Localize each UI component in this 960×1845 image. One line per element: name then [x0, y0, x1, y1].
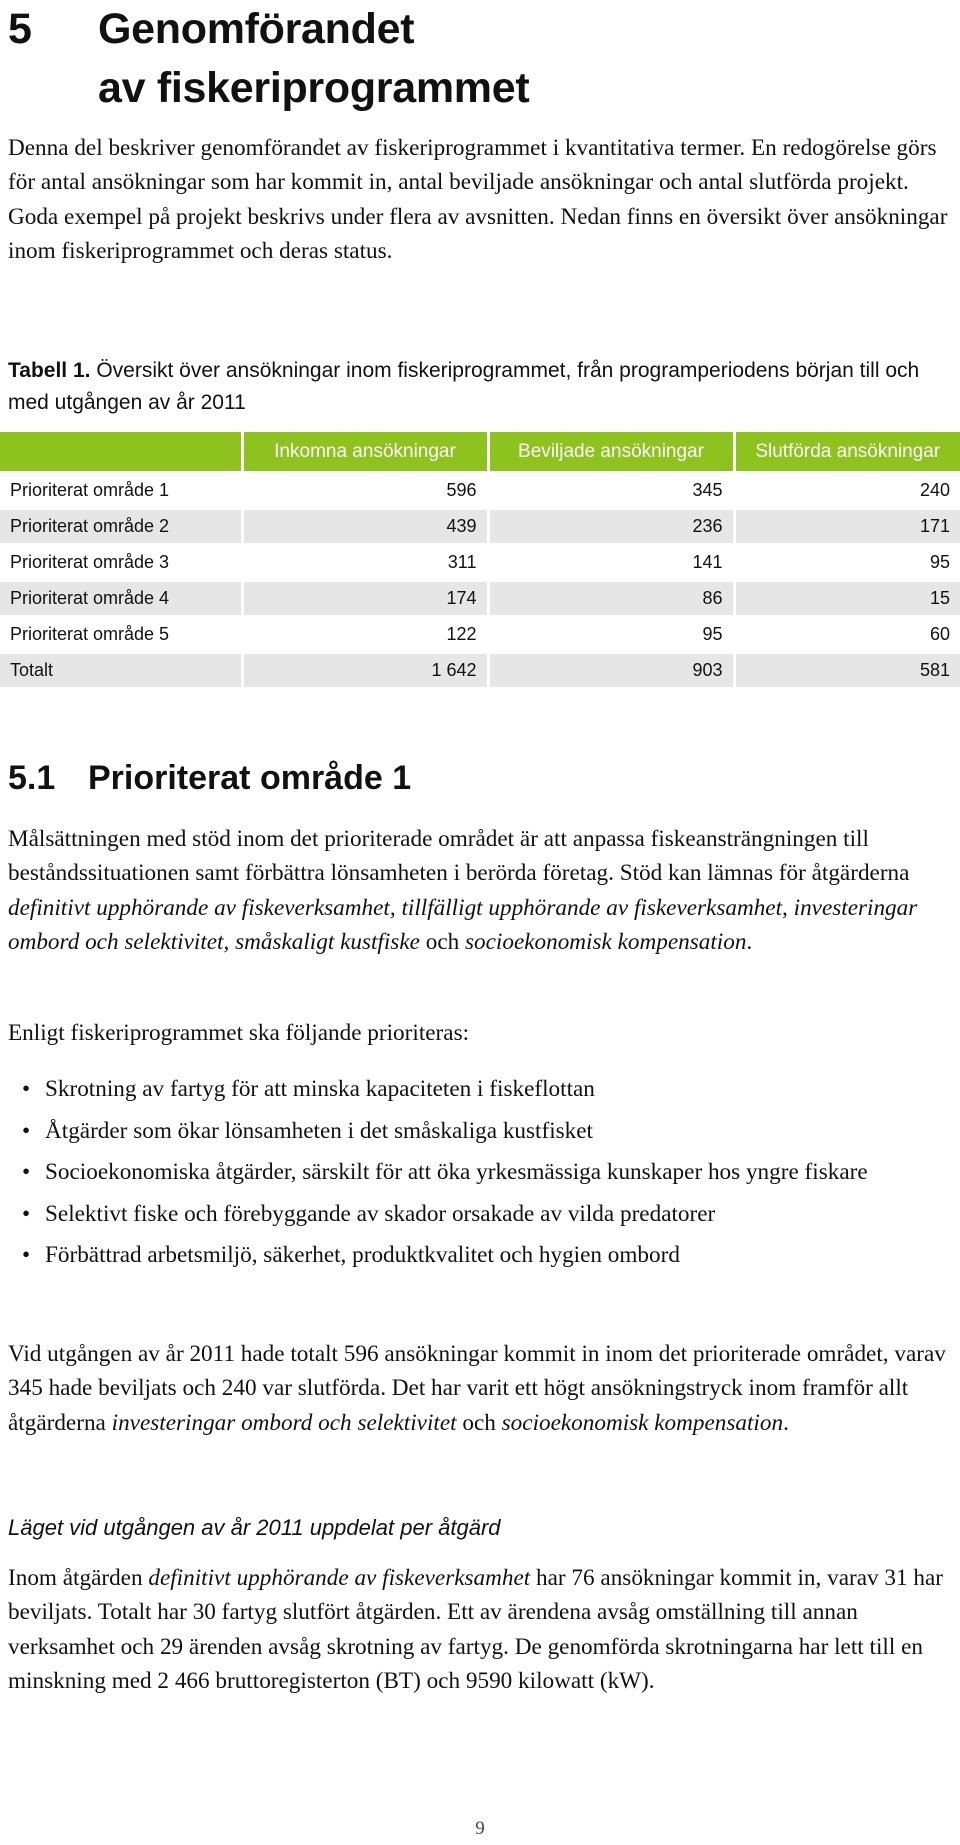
cell-inkomna: 122 [242, 617, 488, 653]
row-label: Prioriterat område 5 [0, 617, 242, 653]
page-number: 9 [475, 1818, 485, 1839]
measure-text: Inom åtgärden [8, 1565, 149, 1591]
cell-beviljade: 95 [488, 617, 734, 653]
cell-beviljade: 345 [488, 473, 734, 509]
cell-slutforda: 581 [734, 653, 960, 688]
intro-paragraph: Denna del beskriver genomförandet av fiskeriprogrammet i kvantitativa termer. En redogörelse görs för antal ansökningar som har kommit in, antal beviljade ansökningar och antal slutförda projekt. Goda exempel på projekt beskrivs under flera av avsnitten. Nedan finns en översikt över ansökningar inom fiskeriprogrammet och deras status. [8, 135, 948, 264]
table-header-beviljade: Beviljade ansökningar [488, 432, 734, 473]
list-item [8, 1155, 948, 1190]
list-item-text: Åtgärder som ökar lönsamheten i det småskaliga kustfisket [45, 1117, 593, 1144]
table-caption-label: Tabell 1. [8, 359, 91, 382]
table-header-slutforda: Slutförda ansökningar [734, 432, 960, 473]
chapter-title [8, 0, 948, 118]
priorities-list [8, 1072, 948, 1280]
list-item [8, 1197, 948, 1232]
chapter-title-line1: Genomförandet [98, 5, 415, 53]
row-label: Prioriterat område 2 [0, 509, 242, 545]
section-title: Prioriterat område 1 [88, 759, 412, 797]
bullet-icon: • [22, 1117, 31, 1144]
chapter-title-line2: av fiskeriprogrammet [98, 64, 530, 112]
row-label: Prioriterat område 1 [0, 473, 242, 509]
row-label: Totalt [0, 653, 242, 688]
table-caption-text: Översikt över ansökningar inom fiskeriprogrammet, från programperiodens början till och med utgången av år 2011 [8, 359, 920, 414]
status-paragraph [8, 1337, 956, 1440]
cell-inkomna: 439 [242, 509, 488, 545]
cell-slutforda: 60 [734, 617, 960, 653]
goal-text: . [746, 928, 753, 955]
measure-text: har 76 ansökningar kommit in, varav 31 har beviljats. Totalt har 30 fartyg slutfört åtgärden. Ett av ärendena avsåg omställning till annan verksamhet och 29 ärenden avsåg skrotning av fartyg. De genomförda skrotningarna har lett till en minskning med 2 466 bruttoregisterton (BT) och 9590 kilowatt (kW). [8, 1565, 943, 1694]
status-emphasis: socioekonomisk kompensation [501, 1409, 784, 1436]
goal-paragraph [8, 822, 953, 959]
table-header-blank [0, 432, 242, 473]
table-row [0, 617, 960, 653]
list-item-text: Selektivt fiske och förebyggande av skador orsakade av vilda predatorer [45, 1200, 716, 1227]
priorities-intro: Enligt fiskeriprogrammet ska följande prioriteras: [8, 1020, 470, 1046]
cell-beviljade: 903 [488, 653, 734, 688]
measure-paragraph [8, 1561, 956, 1698]
list-item-text: Förbättrad arbetsmiljö, säkerhet, produktkvalitet och hygien ombord [45, 1242, 680, 1268]
chapter-number: 5 [8, 5, 32, 53]
table-caption [8, 355, 948, 419]
cell-slutforda: 15 [734, 581, 960, 617]
table-row [0, 473, 960, 509]
section-heading [8, 755, 411, 801]
bullet-icon: • [22, 1076, 31, 1102]
cell-inkomna: 311 [242, 545, 488, 581]
row-label: Prioriterat område 4 [0, 581, 242, 617]
list-item-text: Skrotning av fartyg för att minska kapaciteten i fiskeflottan [45, 1076, 595, 1102]
cell-inkomna: 596 [242, 473, 488, 509]
overview-table [0, 432, 960, 687]
goal-text: Målsättningen med stöd inom det prioriterade området är att anpassa fiskeansträngningen till beståndssituationen samt förbättra lönsamheten i berörda företag. Stöd kan lämnas för åtgärderna [8, 826, 910, 887]
row-label: Prioriterat område 3 [0, 545, 242, 581]
table-row [0, 509, 960, 545]
cell-beviljade: 141 [488, 545, 734, 581]
status-emphasis: investeringar ombord och selektivitet [111, 1409, 457, 1436]
cell-slutforda: 240 [734, 473, 960, 509]
cell-inkomna: 1 642 [242, 653, 488, 688]
cell-slutforda: 95 [734, 545, 960, 581]
table-row [0, 545, 960, 581]
status-text: Vid utgången av år 2011 hade totalt 596 ansökningar kommit in inom det prioriterade området, varav 345 hade beviljats och 240 var slutförda. Det har varit ett högt ansökningstryck inom framför allt åtgärderna [8, 1341, 946, 1436]
list-item [8, 1072, 948, 1107]
status-text: . [783, 1409, 789, 1436]
chapter-heading [8, 0, 948, 118]
goal-text: och [419, 928, 465, 955]
measure-emphasis: definitivt upphörande av fiskeverksamhet [148, 1565, 531, 1591]
table-row-total [0, 653, 960, 688]
bullet-icon: • [22, 1242, 31, 1268]
bullet-icon: • [22, 1200, 31, 1227]
table-row [0, 581, 960, 617]
list-item [8, 1238, 948, 1273]
list-item-text: Socioekonomiska åtgärder, särskilt för att öka yrkesmässiga kunskaper hos yngre fiskare [45, 1159, 868, 1185]
bullet-icon: • [22, 1159, 31, 1185]
list-item [8, 1114, 948, 1149]
section-number: 5.1 [8, 759, 56, 797]
status-text: och [456, 1409, 502, 1436]
subheading: Läget vid utgången av år 2011 uppdelat per åtgärd [8, 1515, 501, 1540]
table-header-row [0, 432, 960, 473]
cell-slutforda: 171 [734, 509, 960, 545]
goal-measures-emphasis: socioekonomisk kompensation [465, 928, 747, 955]
table-header-inkomna: Inkomna ansökningar [242, 432, 488, 473]
cell-inkomna: 174 [242, 581, 488, 617]
goal-measures-emphasis: definitivt upphörande av fiskeverksamhet, tillfälligt upphörande av fiskeverksamhet, investeringar ombord och selektivitet, småskaligt kustfiske [8, 894, 918, 955]
cell-beviljade: 86 [488, 581, 734, 617]
cell-beviljade: 236 [488, 509, 734, 545]
